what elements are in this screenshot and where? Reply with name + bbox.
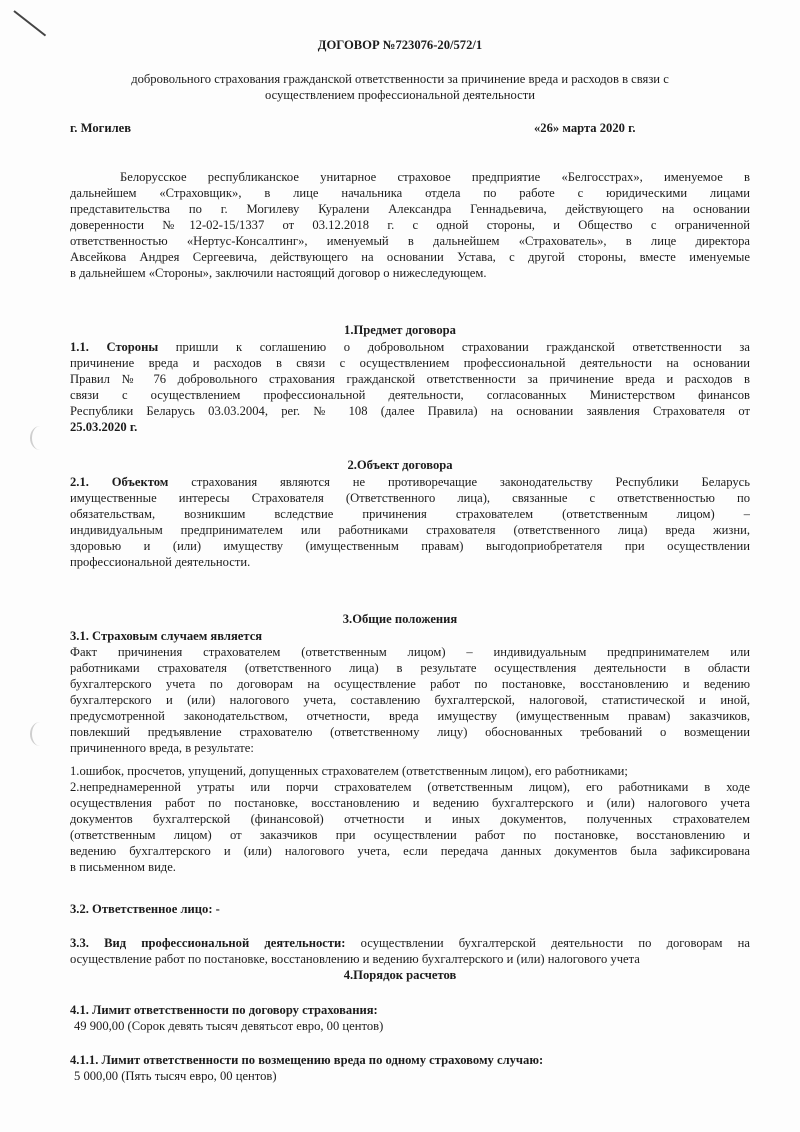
section3-item-1: 1.ошибок, просчетов, упущений, допущенных страхователем (ответственным лицом), его работниками; — [70, 764, 628, 778]
preamble-line: в дальнейшем «Стороны», заключили настоящий договор о нижеследующем. — [70, 266, 487, 280]
section3-line: 3.3. Вид профессиональной деятельности: осуществлении бухгалтерской деятельности по договорам на — [70, 936, 750, 950]
section1-label: 1.1. Стороны — [70, 340, 159, 354]
section3-subheading-3-1: 3.1. Страховым случаем является — [70, 629, 263, 643]
section3-line: бухгалтерского учета по договорам на осуществление работ по постановке, восстановлению и ведению — [70, 677, 750, 691]
section1-line: Республики Беларусь 03.03.2004, рег. № 108 (далее Правила) на основании заявления Страхователя от — [70, 404, 750, 418]
document-subtitle-line1: добровольного страхования гражданской ответственности за причинение вреда и расходов в связи с — [131, 72, 669, 86]
section1-line: Правил № 76 добровольного страхования гражданской ответственности за причинение вреда и расходов в — [70, 372, 750, 386]
document-subtitle-line2: осуществлением профессиональной деятельности — [265, 88, 535, 102]
document-city: г. Могилев — [70, 121, 132, 135]
section2-line: имущественные интересы Страхователя (Ответственного лица), связанные с ответственностью по — [70, 491, 750, 505]
section3-line: 2.непреднамеренной утраты или порчи страхователем (ответственным лицом), его работниками в ходе — [70, 780, 750, 794]
punch-hole-mark — [30, 722, 50, 746]
section1-heading: 1.Предмет договора — [344, 323, 456, 337]
preamble-line: ответственностью «Нертус-Консалтинг», именуемый в дальнейшем «Страхователь», в лице директора — [70, 234, 750, 248]
document-date: «26» марта 2020 г. — [534, 121, 636, 135]
section4-value-4-1-1: 5 000,00 (Пять тысяч евро, 00 центов) — [74, 1069, 277, 1083]
document-title: ДОГОВОР №723076-20/572/1 — [317, 38, 483, 52]
section4-subheading-4-1: 4.1. Лимит ответственности по договору страхования: — [70, 1003, 378, 1017]
section1-line: причинение вреда и расходов в связи с осуществлением профессиональной деятельности на основании — [70, 356, 750, 370]
section2-line: профессиональной деятельности. — [70, 555, 251, 569]
section3-line: осуществление работ по постановке, восстановлению и ведению бухгалтерского и (или) налогового учета — [70, 952, 640, 966]
section3-line: предусмотренной законодательством, отчетности, вреда имуществу (имущественным правам) заказчиков, — [70, 709, 750, 723]
section4-value-4-1: 49 900,00 (Сорок девять тысяч девятьсот евро, 00 центов) — [74, 1019, 384, 1033]
section3-line: причиненного вреда, в результате: — [70, 741, 254, 755]
section2-label: 2.1. Объектом — [70, 475, 169, 489]
preamble-line: доверенности №12-02-15/1337 от 03.12.2018 г. с одной стороны, и Общество с ограниченной — [70, 218, 750, 232]
preamble-line: Белорусское республиканское унитарное страховое предприятие «Белгосстрах», именуемое в — [120, 170, 750, 184]
section3-line: ведению бухгалтерского и (или) налогового учета, если передача данных документов была зафиксирована — [70, 844, 750, 858]
section3-line: Факт причинения страхователем (ответственным лицом) – индивидуальным предпринимателем или — [70, 645, 750, 659]
section2-line: 2.1. Объектом страхования являются не противоречащие законодательству Республики Беларусь — [70, 475, 750, 489]
section2-line: здоровью и (или) имуществу (имущественным правам) выгодоприобретателя при осуществлении — [70, 539, 750, 553]
section3-line: повлекший предъявление страхователю (ответственному лицу) обоснованных требований о возмещении — [70, 725, 750, 739]
punch-hole-mark — [30, 426, 50, 450]
preamble-line: дальнейшем «Страховщик», в лице начальника отдела по работе с юридическими лицами — [70, 186, 750, 200]
section3-line: бухгалтерского и (или) налогового учета, составлению бухгалтерской, налоговой, статистической и иной, — [70, 693, 750, 707]
section3-line: осуществления работ по постановке, восстановлению и ведению бухгалтерского и (или) налогового учета — [70, 796, 750, 810]
section2-line: обязательствам, возникшим вследствие причинения страхователем (ответственным лицом) – — [70, 507, 750, 521]
section3-line: в письменном виде. — [70, 860, 176, 874]
section3-line: работниками страхователя (ответственного лица) в результате осуществления деятельности в области — [70, 661, 750, 675]
section1-line: связи с осуществлением профессиональной деятельности, согласованных Министерством финансов — [70, 388, 750, 402]
section3-line: (ответственным лицом) от заказчиков при осуществлении работ по постановке, восстановлению и — [70, 828, 750, 842]
section2-heading: 2.Объект договора — [347, 458, 453, 472]
section3-subheading-3-2: 3.2. Ответственное лицо: - — [70, 902, 220, 916]
section3-label-3-3: 3.3. Вид профессиональной деятельности: — [70, 936, 346, 950]
section3-line: документов бухгалтерской (финансовой) отчетности и иных документов, полученных страхователем — [70, 812, 750, 826]
preamble-line: Авсейкова Андрея Сергеевича, действующего на основании Устава, с другой стороны, вместе именуемые — [70, 250, 750, 264]
section4-subheading-4-1-1: 4.1.1. Лимит ответственности по возмещению вреда по одному страховому случаю: — [70, 1053, 544, 1067]
section3-heading: 3.Общие положения — [342, 612, 458, 626]
preamble-line: представительства по г. Могилеву Куралени Александра Геннадьевича, действующего на основании — [70, 202, 750, 216]
section1-date: 25.03.2020 г. — [70, 420, 138, 434]
section2-line: индивидуальным предпринимателем или работниками страхователя (ответственного лица) вреда жизни, — [70, 523, 750, 537]
section1-line: 1.1. Стороны пришли к соглашению о добровольном страховании гражданской ответственности за — [70, 340, 750, 354]
scan-corner-mark — [13, 10, 46, 36]
section4-heading: 4.Порядок расчетов — [343, 968, 457, 982]
